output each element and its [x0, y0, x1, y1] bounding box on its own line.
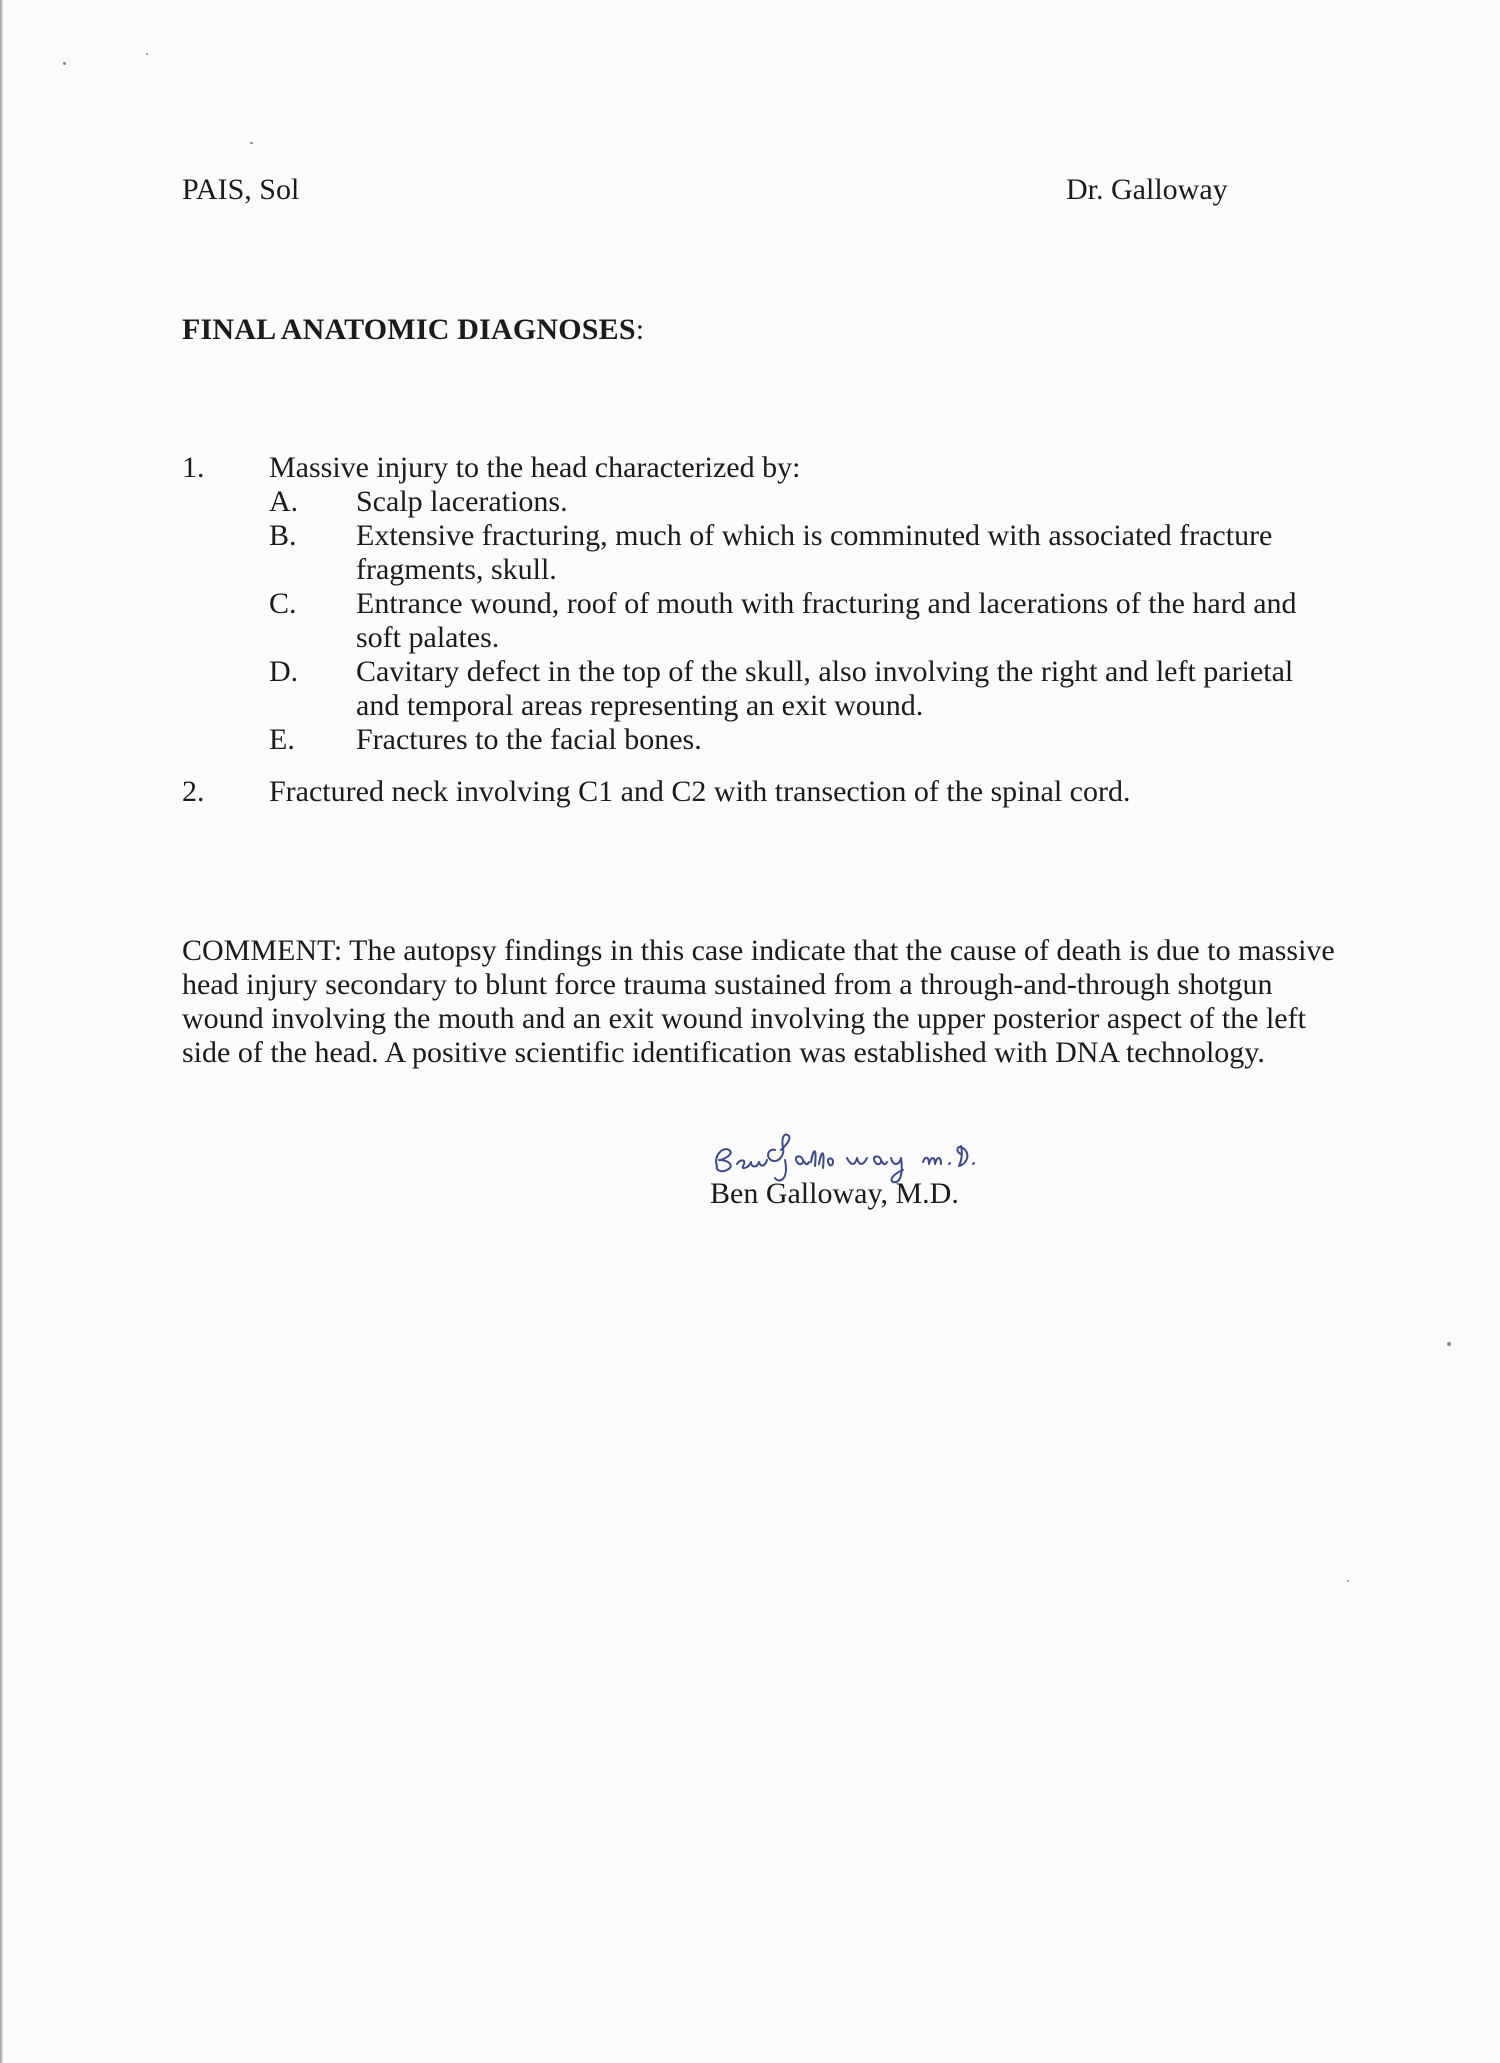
sub-item-letter: D. [269, 655, 299, 688]
sub-item-text: Extensive fracturing, much of which is comminuted with associated fracture fragments, skull. [356, 519, 1273, 586]
diagnosis-item [182, 775, 1332, 809]
signature-strokes [716, 1135, 974, 1183]
sub-item-letter: A. [269, 485, 299, 518]
scan-speck [1447, 1342, 1451, 1346]
comment-paragraph: COMMENT: The autopsy findings in this case indicate that the cause of death is due to massive head injury secondary to blunt force trauma sustained from a through-and-through shotgun wound involving the mouth and an exit wound involving the upper posterior aspect of the left side of the head. A positive scientific identification was established with DNA technology. [182, 934, 1335, 1069]
sub-item-text: Entrance wound, roof of mouth with fracturing and lacerations of the hard and soft palates. [356, 587, 1297, 654]
sub-item-letter: C. [269, 587, 297, 620]
sub-item-text: Scalp lacerations. [356, 485, 568, 518]
section-title [182, 313, 644, 347]
scan-speck [63, 62, 66, 65]
sub-item-letter: E. [269, 723, 295, 756]
scan-speck [250, 142, 253, 144]
section-title-text: FINAL ANATOMIC DIAGNOSES [182, 313, 636, 346]
diagnosis-number: 1. [182, 451, 205, 484]
sub-item [269, 519, 1332, 587]
patient-name: PAIS, Sol [182, 173, 300, 206]
sub-item-text: Cavitary defect in the top of the skull, also involving the right and left parietal and temporal areas representing an exit wound. [356, 655, 1294, 722]
page-edge [0, 0, 3, 2063]
scan-speck [146, 53, 148, 55]
sub-item-letter: B. [269, 519, 297, 552]
section-title-colon: : [635, 313, 645, 346]
signatory-name: Ben Galloway, M.D. [710, 1177, 959, 1210]
diagnosis-item [182, 451, 1332, 757]
diagnosis-text: Massive injury to the head characterized by: [269, 451, 801, 484]
sub-item [269, 587, 1332, 655]
diagnoses-list [182, 451, 1332, 809]
diagnosis-text: Fractured neck involving C1 and C2 with transection of the spinal cord. [269, 775, 1131, 808]
diagnosis-number: 2. [182, 775, 205, 808]
scan-speck [1347, 1580, 1349, 1582]
sub-item [269, 655, 1332, 723]
examiner-name: Dr. Galloway [1066, 173, 1228, 206]
sub-item [269, 485, 1332, 519]
sub-item [269, 723, 1332, 757]
sub-item-text: Fractures to the facial bones. [356, 723, 702, 756]
diagnosis-body [269, 451, 1332, 757]
